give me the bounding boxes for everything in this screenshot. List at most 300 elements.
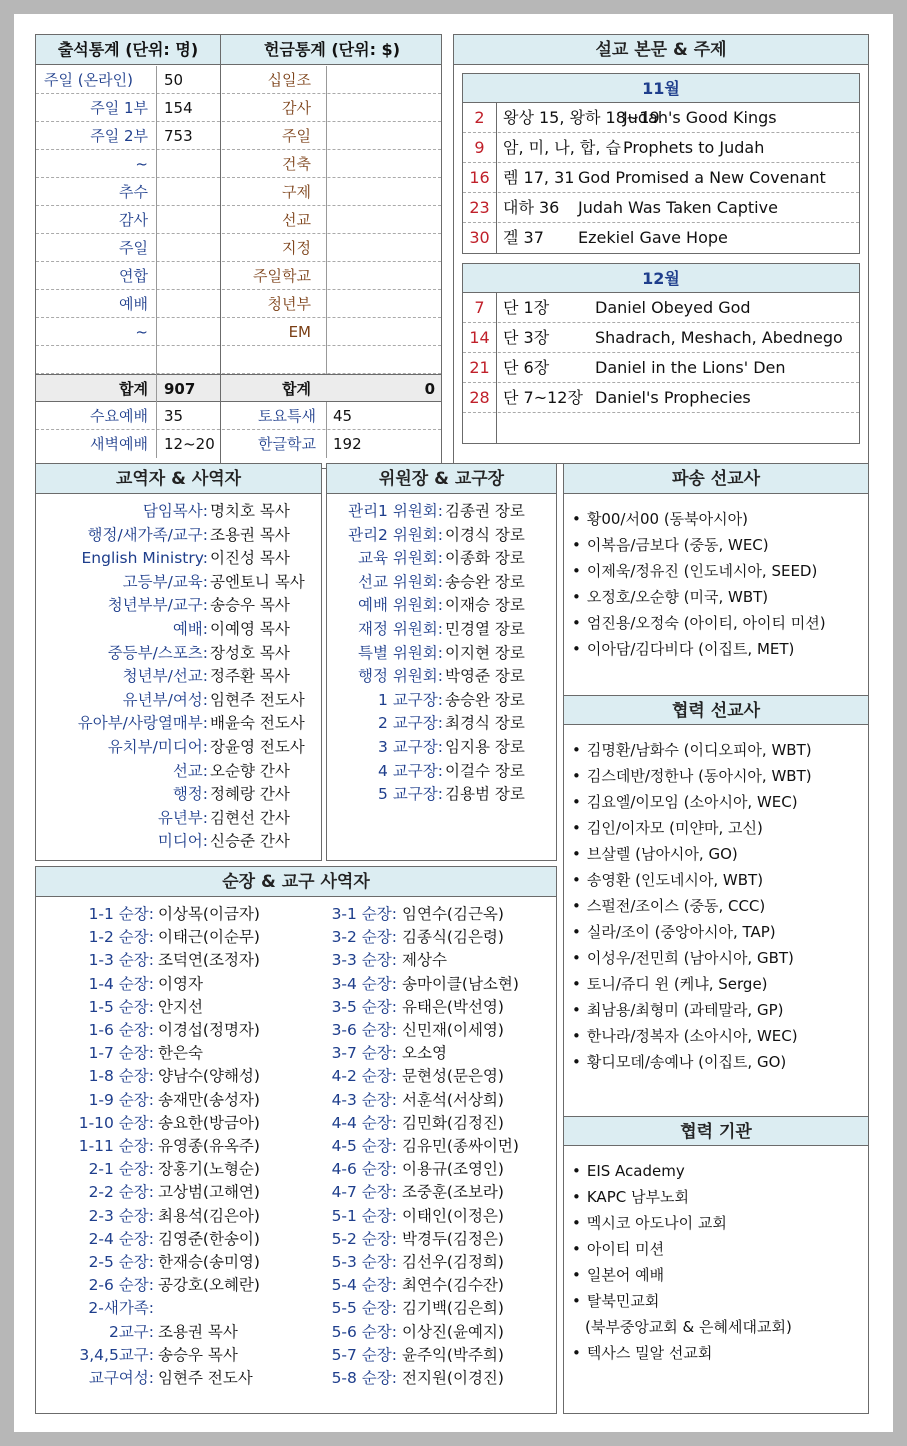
role-text: 1-5 순장 (88, 997, 149, 1016)
roster-line (278, 1019, 557, 1042)
role-label (358, 642, 443, 665)
person-name: 김종식(김은령) (402, 928, 504, 947)
roster-line (36, 1228, 296, 1251)
roster-line (327, 524, 557, 547)
role-text: 1 교구장 (378, 690, 438, 709)
roster-line (36, 1181, 296, 1204)
sermon-date: 9 (463, 133, 497, 163)
role-label (332, 1042, 397, 1065)
role-text: 3-1 순장 (331, 905, 392, 923)
extra-attendance-label: 새벽예배 (90, 435, 148, 453)
role-text: 고등부/교육 (122, 572, 203, 591)
colon: : (437, 785, 443, 804)
role-text: 청년부부/교구 (107, 596, 203, 615)
role-text: 1-8 순장 (88, 1067, 149, 1086)
roster-line (36, 1042, 296, 1065)
colon: : (391, 1137, 397, 1155)
roster-line (278, 1274, 557, 1297)
sermon-item (463, 133, 859, 163)
roster-line (278, 1112, 557, 1135)
role-label (88, 1297, 154, 1320)
roster-line (278, 996, 557, 1019)
role-text: 행정 (172, 785, 203, 804)
offering-label (221, 346, 311, 374)
roster-line (278, 1344, 557, 1367)
person-name: 서훈석(서상희) (402, 1090, 504, 1109)
colon: : (148, 1229, 154, 1248)
offering-value (328, 150, 438, 178)
person-name: 고상범(고해연) (158, 1183, 260, 1202)
role-label (332, 1019, 397, 1042)
roster-line (36, 1089, 296, 1112)
role-text: 5-5 순장 (331, 1299, 392, 1318)
role-label (143, 500, 208, 523)
roster-line (327, 547, 557, 570)
role-text: 4-6 순장 (331, 1160, 392, 1179)
missionary-item: • 한나라/정복자 (소아시아, WEC) (572, 1023, 798, 1049)
role-text: 1-10 순장 (78, 1113, 149, 1132)
attendance-value: 753 (164, 127, 193, 145)
orgs-title: 협력 기관 (564, 1116, 868, 1146)
colon: : (391, 997, 397, 1016)
colon: : (437, 502, 443, 520)
roster-line (36, 524, 322, 547)
roster-line (36, 1367, 296, 1390)
role-label (332, 1205, 397, 1228)
sermon-reference: 단 6장 (503, 358, 550, 377)
total-label-offering: 합계 (282, 380, 311, 398)
offering-value (328, 94, 438, 122)
role-label (89, 1158, 154, 1181)
person-name: 이예영 목사 (210, 620, 290, 638)
sermon-item (463, 103, 859, 133)
colon: : (437, 761, 443, 780)
roster-line (327, 594, 557, 617)
role-text: 1-4 순장 (88, 974, 149, 993)
role-text: 미디어 (157, 832, 203, 851)
person-name: 이상목(이금자) (158, 905, 260, 923)
colon: : (391, 1183, 397, 1202)
roster-line (36, 712, 322, 735)
person-name: 오소영 (402, 1044, 447, 1063)
colon: : (391, 1067, 397, 1086)
person-name: 송마이클(남소현) (402, 974, 519, 993)
stats-extra-row (36, 402, 441, 430)
colon: : (202, 738, 208, 756)
sermon-date: 14 (463, 323, 497, 353)
roster-line (278, 949, 557, 972)
person-name: 송요한(방금아) (158, 1113, 260, 1132)
role-text: 2-새가족 (88, 1299, 149, 1318)
role-text: 3,4,5교구 (79, 1345, 149, 1364)
sermon-topic: Judah Was Taken Captive (578, 198, 778, 217)
roster-line (278, 1251, 557, 1274)
colon: : (202, 620, 208, 638)
sermon-date: 2 (463, 103, 497, 133)
person-name: 신승준 간사 (210, 832, 290, 851)
roster-line (278, 1181, 557, 1204)
role-text: 1-6 순장 (88, 1021, 149, 1039)
roster-line (36, 949, 296, 972)
colon: : (391, 1021, 397, 1039)
roster-line (278, 1065, 557, 1088)
offering-label: 주일 (282, 127, 311, 145)
missionary-item: • 황디모데/송예나 (이집트, GO) (572, 1049, 786, 1075)
person-name: 송재만(송성자) (158, 1090, 260, 1109)
person-name: 문현성(문은영) (402, 1067, 504, 1086)
offering-header: 헌금통계 (단위: $) (221, 35, 442, 65)
role-label (123, 689, 208, 712)
sermon-reference: 단 7~12장 (503, 388, 583, 407)
roster-line (278, 1321, 557, 1344)
role-label (81, 547, 208, 570)
role-text: 유년부/여성 (122, 690, 203, 709)
person-name: 장홍기(노형순) (158, 1160, 260, 1179)
person-name: 송승완 장로 (445, 690, 525, 709)
role-text: 1-2 순장 (88, 928, 149, 947)
role-label (378, 783, 443, 806)
role-text: 2-5 순장 (88, 1253, 149, 1271)
role-label (89, 903, 154, 926)
roster-line (36, 1251, 296, 1274)
role-text: 중등부/스포츠 (107, 643, 203, 662)
role-label (108, 594, 208, 617)
role-label (79, 1344, 154, 1367)
sermon-item (463, 223, 859, 253)
person-name: 김민화(김정진) (402, 1113, 504, 1132)
person-name: 제상수 (402, 951, 447, 970)
colon: : (148, 1206, 154, 1225)
person-name: 임현주 전도사 (210, 690, 305, 709)
person-name: 이태근(이순무) (158, 928, 260, 947)
role-label (89, 973, 154, 996)
colon: : (202, 596, 208, 615)
colon: : (148, 997, 154, 1016)
role-label (89, 1042, 154, 1065)
sermon-date: 21 (463, 353, 497, 383)
roster-line (278, 926, 557, 949)
roster-line (36, 996, 296, 1019)
role-label (108, 736, 208, 759)
attendance-label: 주일 (119, 239, 148, 257)
extra-offering-value: 192 (333, 435, 362, 453)
person-name: 한은숙 (158, 1044, 203, 1063)
colon: : (391, 1253, 397, 1271)
colon: : (437, 643, 443, 662)
colon: : (391, 974, 397, 993)
person-name: 공강호(오혜란) (158, 1276, 260, 1295)
offering-value (328, 318, 438, 346)
stats-extra-row (36, 430, 441, 458)
colon: : (202, 502, 208, 520)
staff-title: 교역자 & 사역자 (36, 464, 321, 494)
committee-box (326, 463, 557, 861)
role-label (332, 926, 397, 949)
colon: : (437, 714, 443, 733)
colon: : (391, 1276, 397, 1295)
role-text: 4-7 순장 (331, 1183, 392, 1202)
roster-line (327, 571, 557, 594)
role-label (332, 1089, 397, 1112)
roster-line (36, 1274, 296, 1297)
colon: : (148, 1021, 154, 1039)
person-name: 장윤영 전도사 (210, 738, 305, 756)
person-name: 김현선 간사 (210, 808, 290, 827)
stats-row (36, 234, 441, 262)
attendance-value (164, 150, 219, 178)
colon: : (148, 1067, 154, 1086)
sermon-date: 7 (463, 293, 497, 323)
role-text: 예배 (172, 620, 203, 638)
role-text: 교육 위원회 (357, 549, 438, 568)
role-text: 행정 위원회 (357, 667, 438, 686)
role-text: 담임목사 (142, 502, 203, 520)
org-item: • 텍사스 밀알 선교회 (572, 1340, 712, 1366)
role-text: 4-3 순장 (331, 1090, 392, 1109)
roster-line (327, 642, 557, 665)
person-name: 이지현 장로 (445, 643, 525, 662)
attendance-value (164, 206, 219, 234)
colon: : (202, 667, 208, 686)
role-label (79, 1112, 154, 1135)
role-label (378, 736, 443, 759)
role-text: 특별 위원회 (357, 643, 438, 662)
colon: : (202, 690, 208, 709)
sermon-topic: Shadrach, Meshach, Abednego (595, 328, 843, 347)
colon: : (148, 1322, 154, 1341)
role-text: 3-5 순장 (331, 997, 392, 1016)
missionary-item: • 브살렐 (남아시아, GO) (572, 841, 738, 867)
role-text: 4 교구장 (378, 761, 438, 780)
colon: : (148, 905, 154, 923)
attendance-value (164, 234, 219, 262)
sermon-reference: 겔 37 (503, 228, 544, 247)
person-name: 송승우 목사 (210, 596, 290, 615)
role-label (89, 926, 154, 949)
missionary-item: • 황00/서00 (동북아시아) (572, 506, 748, 532)
role-label (378, 689, 443, 712)
offering-value (328, 122, 438, 150)
roster-line (36, 642, 322, 665)
offering-label: 감사 (282, 99, 311, 117)
role-label (89, 1205, 154, 1228)
role-text: 5-7 순장 (331, 1345, 392, 1364)
attendance-label (36, 346, 148, 374)
attendance-value: 50 (164, 71, 184, 89)
role-text: 3-6 순장 (331, 1021, 392, 1039)
roster-line (36, 1135, 296, 1158)
roster-line (36, 1112, 296, 1135)
roster-line (36, 1321, 296, 1344)
person-name: 김선우(김정희) (402, 1253, 504, 1271)
colon: : (202, 832, 208, 851)
role-text: 3-7 순장 (331, 1044, 392, 1063)
month-title: 12월 (463, 264, 859, 293)
offering-label: EM (288, 323, 311, 341)
person-name: 임지용 장로 (445, 738, 525, 756)
colon: : (148, 974, 154, 993)
attendance-label: 예배 (119, 295, 148, 313)
org-note: (북부중앙교회 & 은혜세대교회) (585, 1318, 792, 1336)
person-name: 명치호 목사 (210, 502, 290, 520)
stats-row (36, 290, 441, 318)
role-label (78, 712, 208, 735)
role-label (158, 830, 208, 853)
stats-row (36, 150, 441, 178)
roster-line (327, 689, 557, 712)
extra-attendance-value: 35 (164, 407, 184, 425)
colon: : (391, 1229, 397, 1248)
attendance-value (164, 262, 219, 290)
role-label (378, 760, 443, 783)
person-name: 박경두(김정은) (402, 1229, 504, 1248)
colon: : (148, 1276, 154, 1295)
roster-line (36, 903, 296, 926)
person-name: 안지선 (158, 997, 203, 1016)
offering-value (328, 262, 438, 290)
person-name: 조용권 목사 (210, 525, 290, 544)
missionary-item: • 스펄전/조이스 (중동, CCC) (572, 893, 765, 919)
sermon-topic: Daniel Obeyed God (595, 298, 751, 317)
roster-line (327, 760, 557, 783)
total-offering: 0 (424, 380, 435, 398)
roster-line (278, 973, 557, 996)
org-item: • KAPC 남부노회 (572, 1184, 689, 1210)
attendance-value (164, 178, 219, 206)
attendance-label: 감사 (119, 211, 148, 229)
missionary-item: • 이아담/김다비다 (이집트, MET) (572, 636, 794, 662)
colon: : (148, 1044, 154, 1063)
role-text: 교구여성 (88, 1369, 149, 1387)
person-name: 최경식 장로 (445, 714, 525, 733)
role-text: 4-4 순장 (331, 1113, 392, 1132)
colon: : (148, 951, 154, 970)
role-label (332, 949, 397, 972)
person-name: 최연수(김수잔) (402, 1276, 504, 1295)
roster-line (327, 500, 557, 523)
roster-line (36, 807, 322, 830)
colon: : (202, 761, 208, 780)
total-attendance: 907 (164, 380, 196, 398)
column-divider (326, 66, 327, 374)
partner-title: 협력 선교사 (564, 695, 868, 725)
person-name: 송승우 목사 (158, 1345, 238, 1364)
role-text: 2-2 순장 (88, 1183, 149, 1202)
colon: : (391, 1206, 397, 1225)
person-name: 정혜랑 간사 (210, 785, 290, 804)
colon: : (391, 1322, 397, 1341)
person-name: 배윤숙 전도사 (210, 714, 305, 733)
role-label (332, 1228, 397, 1251)
mission-box (563, 463, 869, 1414)
person-name: 이경섭(정명자) (158, 1021, 260, 1039)
extra-offering-label: 한글학교 (258, 435, 316, 453)
offering-value (328, 346, 438, 374)
colon: : (391, 951, 397, 970)
person-name: 양남수(양해성) (158, 1067, 260, 1086)
offering-value (328, 290, 438, 318)
role-text: 2-4 순장 (88, 1229, 149, 1248)
roster-line (278, 1089, 557, 1112)
colon: : (202, 785, 208, 804)
stats-row (36, 206, 441, 234)
role-label (332, 973, 397, 996)
org-item: • 멕시코 아도나이 교회 (572, 1210, 727, 1236)
colon: : (148, 1253, 154, 1271)
attendance-label: 연합 (119, 267, 148, 285)
role-label (348, 524, 443, 547)
attendance-label: ~ (135, 323, 148, 341)
role-label (89, 1019, 154, 1042)
stats-table (35, 34, 442, 469)
role-label (358, 547, 443, 570)
org-item: • EIS Academy (572, 1158, 685, 1184)
colon: : (148, 1160, 154, 1179)
offering-value (328, 66, 438, 94)
colon: : (202, 714, 208, 733)
role-label (358, 618, 443, 641)
roster-line (36, 830, 322, 853)
role-text: 1-1 순장 (88, 905, 149, 923)
role-label (173, 783, 208, 806)
role-text: 2 교구장 (378, 714, 438, 733)
role-text: 2교구 (108, 1322, 149, 1341)
missionary-item: • 김인/이자모 (미얀마, 고신) (572, 815, 763, 841)
committee-title: 위원장 & 교구장 (327, 464, 556, 494)
attendance-label: 추수 (119, 183, 148, 201)
role-label (123, 665, 208, 688)
extra-attendance-label: 수요예배 (90, 407, 148, 425)
colon: : (148, 1113, 154, 1132)
person-name: 유태은(박선영) (402, 997, 504, 1016)
person-name: 공엔토니 목사 (210, 572, 305, 591)
roster-line (327, 712, 557, 735)
extra-offering-label: 토요특새 (258, 407, 316, 425)
person-name: 유영종(유옥주) (158, 1137, 260, 1155)
person-name: 조중훈(조보라) (402, 1183, 504, 1202)
person-name: 김영준(한송이) (158, 1229, 260, 1248)
attendance-label: 주일 2부 (90, 127, 148, 145)
role-text: 청년부/선교 (122, 667, 203, 686)
colon: : (437, 667, 443, 686)
role-text: 선교 위원회 (357, 572, 438, 591)
role-label (358, 665, 443, 688)
offering-label: 건축 (282, 155, 311, 173)
colon: : (391, 1345, 397, 1364)
missionary-item: • 송영환 (인도네시아, WBT) (572, 867, 763, 893)
role-label (89, 1181, 154, 1204)
sermon-title: 설교 본문 & 주제 (454, 35, 868, 65)
person-name: 이걸수 장로 (445, 761, 525, 780)
role-text: 관리1 위원회 (348, 502, 438, 520)
colon: : (437, 525, 443, 544)
leaders-title: 순장 & 교구 사역자 (36, 867, 556, 897)
colon: : (437, 690, 443, 709)
sermon-item (463, 323, 859, 353)
roster-line (36, 665, 322, 688)
stats-row (36, 318, 441, 346)
sermon-reference: 단 3장 (503, 328, 550, 347)
sermon-item (463, 383, 859, 413)
missionary-item: • 오정호/오순향 (미국, WBT) (572, 584, 768, 610)
attendance-label: 주일 (온라인) (44, 71, 133, 89)
role-text: 5-8 순장 (331, 1369, 392, 1387)
role-text: 선교 (172, 761, 203, 780)
role-label (378, 712, 443, 735)
missionary-item: • 이성우/전민희 (남아시아, GBT) (572, 945, 794, 971)
role-label (89, 1089, 154, 1112)
sermon-date: 23 (463, 193, 497, 223)
